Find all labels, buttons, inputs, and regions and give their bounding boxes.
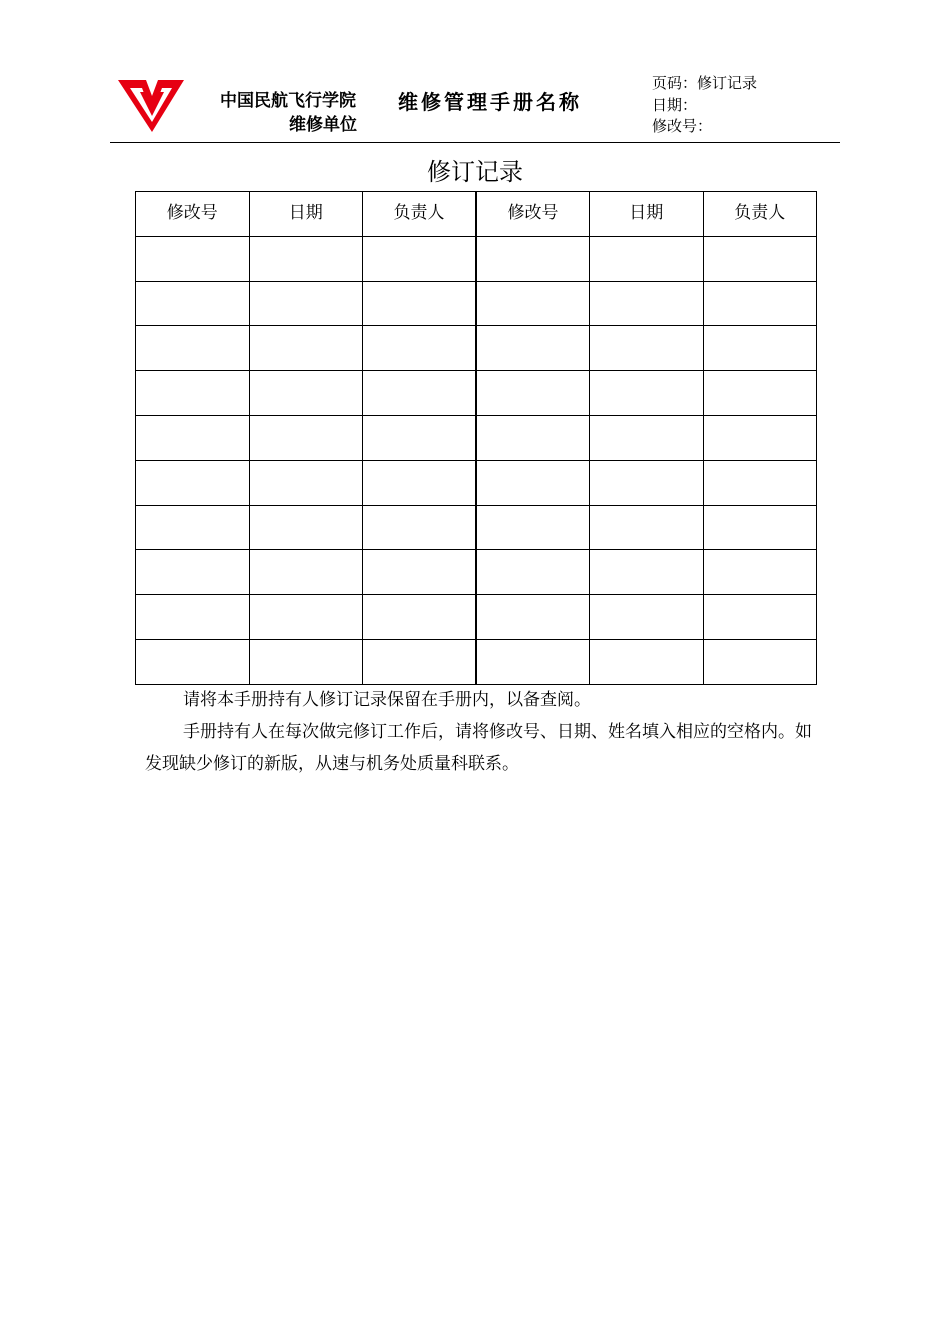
header-meta <box>652 73 757 138</box>
table-cell[interactable] <box>249 415 363 460</box>
table-cell[interactable] <box>590 595 704 640</box>
table-cell[interactable] <box>703 281 817 326</box>
table-cell[interactable] <box>703 326 817 371</box>
revision-record-table <box>135 191 817 685</box>
header-divider <box>110 142 840 143</box>
page-label: 页码：修订记录 <box>652 74 758 92</box>
table-cell[interactable] <box>703 460 817 505</box>
table-cell[interactable] <box>363 595 477 640</box>
column-header: 修改号 <box>476 192 590 237</box>
date-label: 日期： <box>652 95 698 114</box>
table-cell[interactable] <box>136 415 250 460</box>
table-cell[interactable] <box>476 371 590 416</box>
table-row <box>136 236 817 281</box>
column-header: 修改号 <box>136 192 250 237</box>
table-row <box>136 595 817 640</box>
column-header: 负责人 <box>703 192 817 237</box>
table-cell[interactable] <box>703 639 817 684</box>
table-row <box>136 550 817 595</box>
table-cell[interactable] <box>136 505 250 550</box>
table-cell[interactable] <box>249 281 363 326</box>
table-cell[interactable] <box>136 326 250 371</box>
table-cell[interactable] <box>590 639 704 684</box>
table-row <box>136 639 817 684</box>
table-cell[interactable] <box>249 639 363 684</box>
table-cell[interactable] <box>590 326 704 371</box>
table-cell[interactable] <box>136 236 250 281</box>
table-cell[interactable] <box>136 460 250 505</box>
note-paragraph: 手册持有人在每次做完修订工作后，请将修改号、日期、姓名填入相应的空格内。如发现缺少修订的新版，从速与机务处质量科联系。 <box>145 722 812 774</box>
column-header: 负责人 <box>363 192 477 237</box>
table-header-row <box>136 192 817 237</box>
table-cell[interactable] <box>136 550 250 595</box>
table-cell[interactable] <box>249 326 363 371</box>
table-cell[interactable] <box>363 550 477 595</box>
table-cell[interactable] <box>363 460 477 505</box>
table-row <box>136 326 817 371</box>
table-cell[interactable] <box>249 505 363 550</box>
table-cell[interactable] <box>703 236 817 281</box>
table-cell[interactable] <box>590 236 704 281</box>
table-cell[interactable] <box>136 639 250 684</box>
table-cell[interactable] <box>363 639 477 684</box>
college-logo-icon <box>118 76 184 134</box>
page-title: 修订记录 <box>427 158 523 186</box>
table-cell[interactable] <box>136 281 250 326</box>
column-header: 日期 <box>590 192 704 237</box>
table-cell[interactable] <box>703 550 817 595</box>
table-cell[interactable] <box>249 550 363 595</box>
table-cell[interactable] <box>249 236 363 281</box>
table-cell[interactable] <box>476 639 590 684</box>
org-name: 中国民航飞行学院 <box>220 91 356 111</box>
table-cell[interactable] <box>363 326 477 371</box>
table-row <box>136 281 817 326</box>
instructions <box>145 684 817 780</box>
table-cell[interactable] <box>476 460 590 505</box>
note-paragraph: 请将本手册持有人修订记录保留在手册内，以备查阅。 <box>183 690 591 710</box>
table-cell[interactable] <box>590 415 704 460</box>
table-cell[interactable] <box>590 505 704 550</box>
table-cell[interactable] <box>590 281 704 326</box>
table-cell[interactable] <box>590 371 704 416</box>
table-cell[interactable] <box>249 460 363 505</box>
table-cell[interactable] <box>363 371 477 416</box>
table-cell[interactable] <box>476 326 590 371</box>
table-cell[interactable] <box>136 595 250 640</box>
table-cell[interactable] <box>249 371 363 416</box>
table-cell[interactable] <box>476 550 590 595</box>
table-cell[interactable] <box>476 281 590 326</box>
table-row <box>136 460 817 505</box>
table-cell[interactable] <box>476 415 590 460</box>
table-cell[interactable] <box>703 371 817 416</box>
table-cell[interactable] <box>703 595 817 640</box>
table-cell[interactable] <box>249 595 363 640</box>
table-cell[interactable] <box>363 236 477 281</box>
table-cell[interactable] <box>136 371 250 416</box>
table-cell[interactable] <box>703 505 817 550</box>
manual-title: 维修管理手册名称 <box>398 90 582 114</box>
table-cell[interactable] <box>703 415 817 460</box>
table-cell[interactable] <box>590 550 704 595</box>
table-cell[interactable] <box>476 236 590 281</box>
unit-name: 维修单位 <box>289 115 357 135</box>
table-row <box>136 505 817 550</box>
table-cell[interactable] <box>590 460 704 505</box>
revision-label: 修改号： <box>652 117 713 135</box>
table-cell[interactable] <box>476 505 590 550</box>
table-cell[interactable] <box>363 281 477 326</box>
column-header: 日期 <box>249 192 363 237</box>
table-cell[interactable] <box>476 595 590 640</box>
table-cell[interactable] <box>363 505 477 550</box>
table-cell[interactable] <box>363 415 477 460</box>
table-row <box>136 415 817 460</box>
table-row <box>136 371 817 416</box>
